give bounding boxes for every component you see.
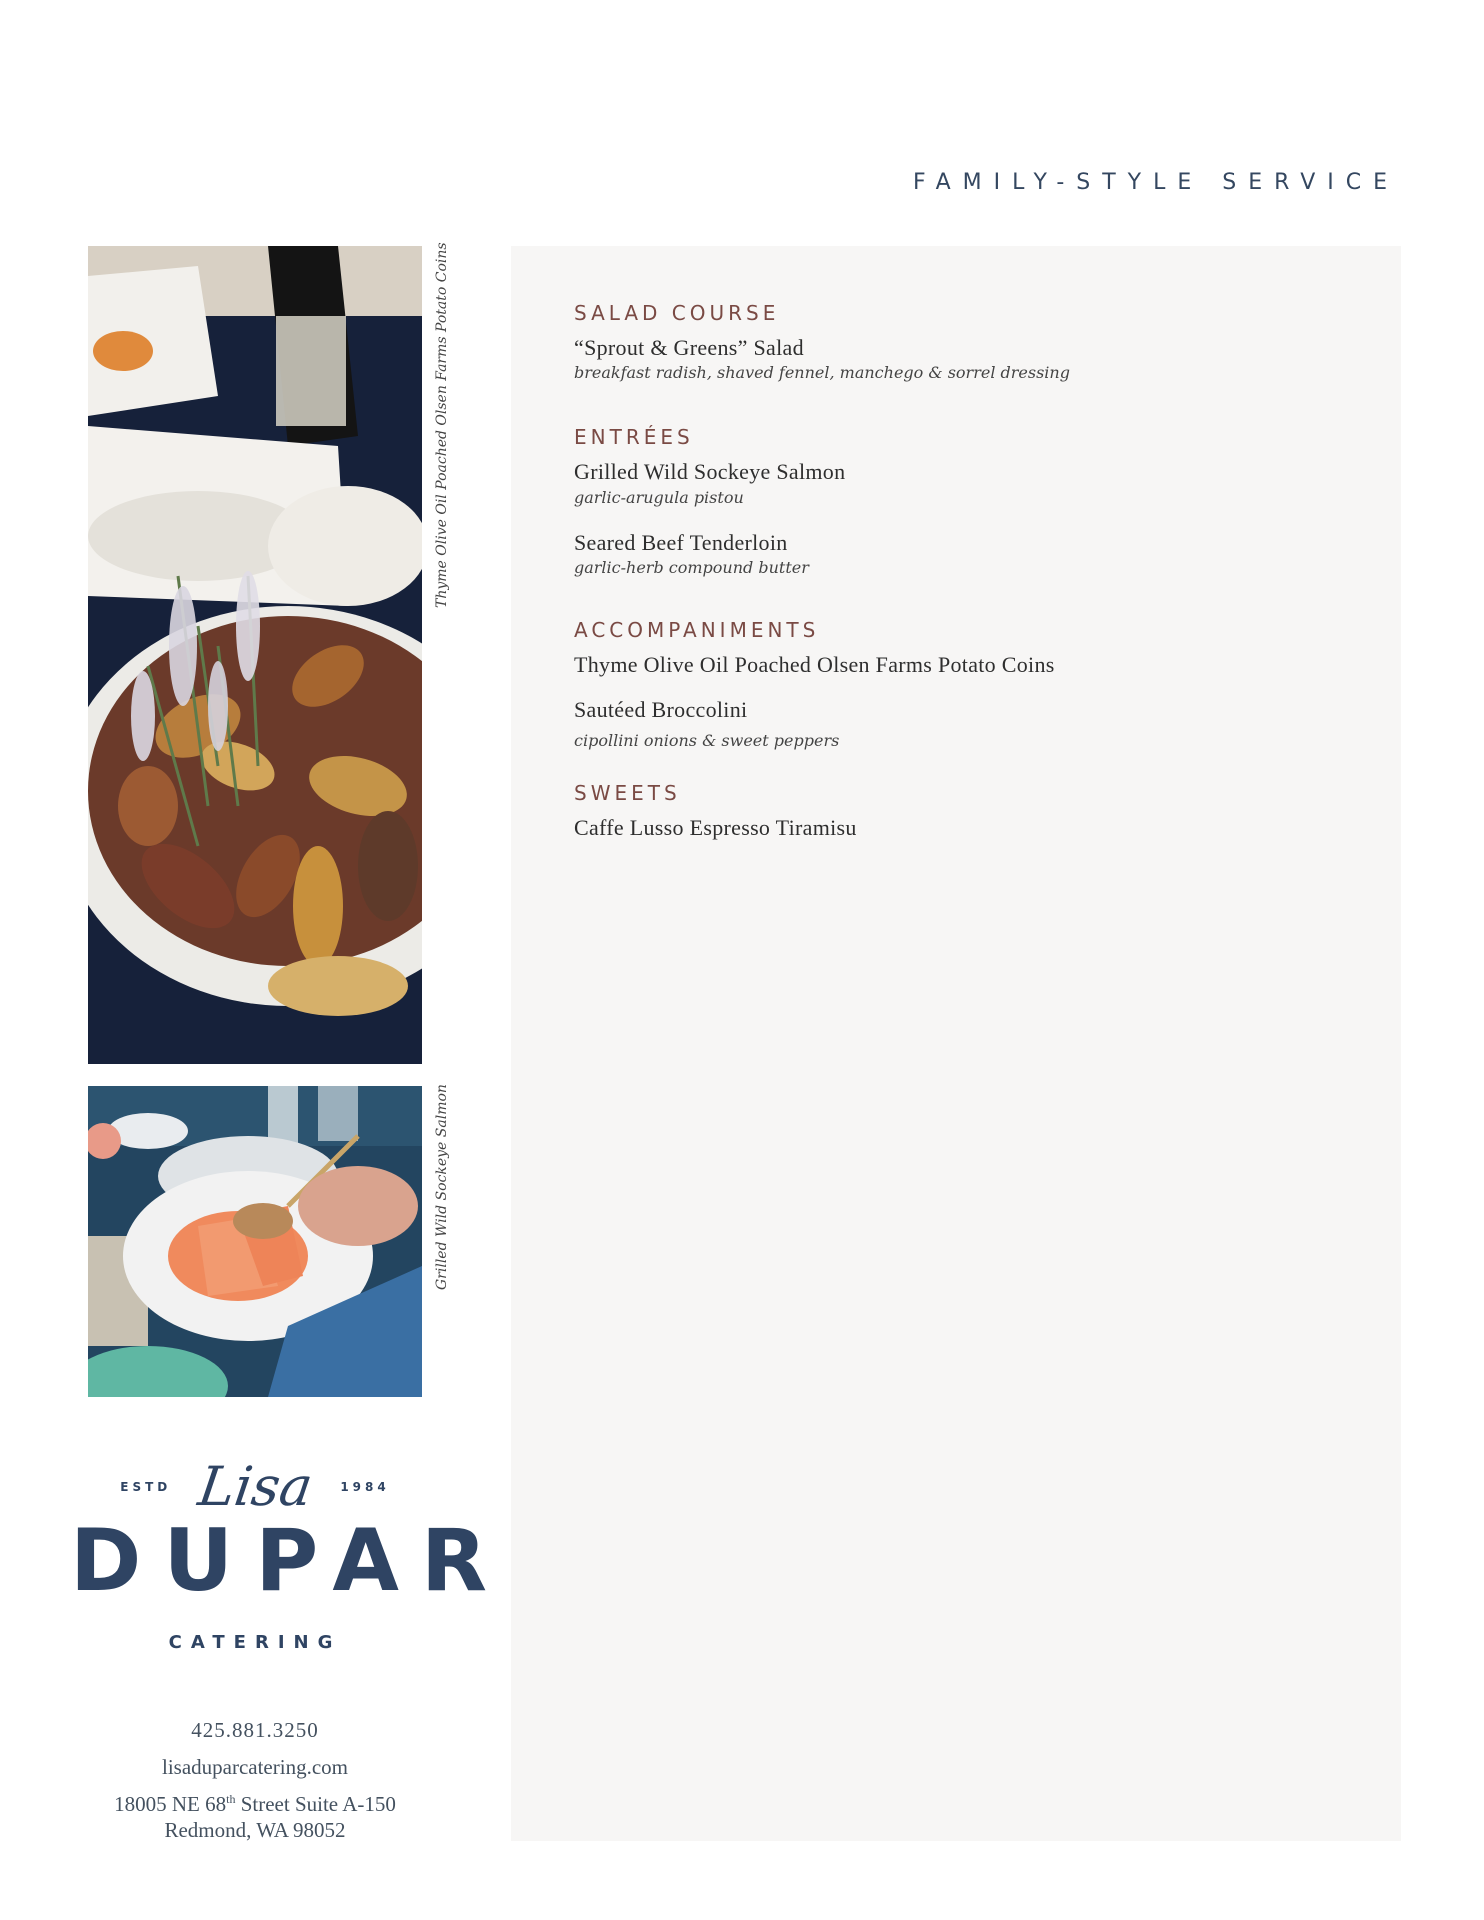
menu-item <box>574 652 1361 678</box>
menu-section-entrees <box>574 425 1361 578</box>
page-title: FAMILY-STYLE SERVICE <box>913 170 1399 195</box>
item-name: Seared Beef Tenderloin <box>574 529 788 555</box>
section-title: SWEETS <box>574 780 681 805</box>
menu-section-accompaniments <box>574 618 1361 751</box>
menu-panel <box>511 246 1401 1841</box>
item-description: breakfast radish, shaved fennel, manchego & sorrel dressing <box>574 363 1070 383</box>
contact-address <box>60 1791 450 1844</box>
menu-section-sweets <box>574 781 1361 841</box>
item-name: Grilled Wild Sockeye Salmon <box>574 459 846 485</box>
item-name: Caffe Lusso Espresso Tiramisu <box>574 814 857 840</box>
address-line2: Redmond, WA 98052 <box>164 1818 346 1843</box>
address-line1-post: Street Suite A-150 <box>235 1792 396 1816</box>
menu-item <box>574 815 1361 841</box>
contact-phone: 425.881.3250 <box>191 1718 319 1742</box>
item-name: Thyme Olive Oil Poached Olsen Farms Potato Coins <box>574 652 1055 678</box>
address-line1-sup: th <box>226 1792 236 1806</box>
item-description: garlic-arugula pistou <box>574 487 744 507</box>
item-description: cipollini onions & sweet peppers <box>574 730 840 750</box>
logo-wordmark: DUPAR <box>70 1511 510 1611</box>
potato-photo-caption: Thyme Olive Oil Poached Olsen Farms Potato Coins <box>434 242 450 608</box>
address-line1-pre: 18005 NE 68 <box>114 1792 227 1816</box>
logo-estd: ESTD <box>120 1480 172 1494</box>
section-title: SALAD COURSE <box>574 301 780 325</box>
menu-item <box>574 335 1361 383</box>
item-name: “Sprout & Greens” Salad <box>574 335 804 360</box>
item-description: garlic-herb compound butter <box>574 558 809 578</box>
section-title: ACCOMPANIMENTS <box>574 618 820 643</box>
menu-item <box>574 697 1361 751</box>
contact-website: lisaduparcatering.com <box>161 1755 348 1779</box>
section-title: ENTRÉES <box>574 425 694 450</box>
logo-year: 1984 <box>340 1480 390 1494</box>
salmon-photo-caption: Grilled Wild Sockeye Salmon <box>434 1084 450 1290</box>
menu-item <box>574 459 1361 507</box>
logo-subtitle: CATERING <box>168 1632 342 1653</box>
potato-coins-photo <box>88 246 422 1064</box>
menu-item <box>574 530 1361 578</box>
lisa-dupar-logo <box>70 1455 510 1653</box>
menu-section-salad <box>574 301 1361 383</box>
salmon-photo <box>88 1086 422 1397</box>
menu-content <box>574 301 1361 869</box>
item-name: Sautéed Broccolini <box>574 696 748 722</box>
logo-script-name: Lisa <box>194 1455 317 1518</box>
